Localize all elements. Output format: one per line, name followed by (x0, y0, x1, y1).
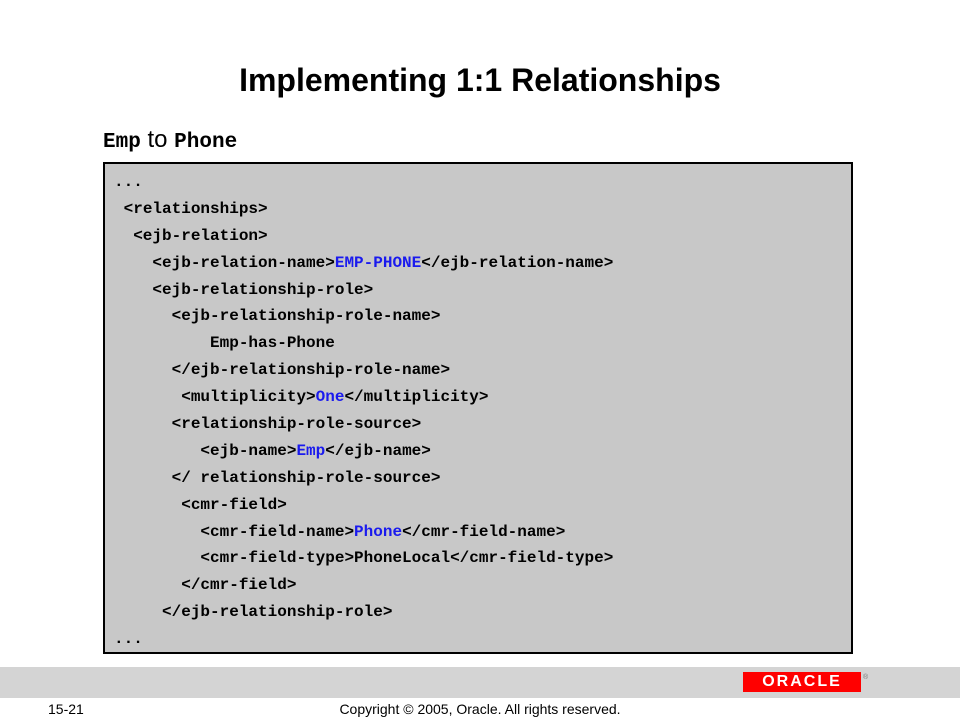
code-indent (114, 200, 124, 218)
code-line (105, 626, 851, 653)
code-indent (114, 334, 210, 352)
code-text: <ejb-relation> (133, 226, 268, 245)
code-text: <cmr-field-name> (200, 522, 355, 541)
page-number: 15-21 (48, 701, 84, 717)
code-indent (114, 496, 181, 514)
code-indent (114, 576, 181, 594)
code-text: <relationships> (123, 199, 268, 218)
code-indent (114, 469, 172, 487)
code-indent (114, 442, 200, 460)
oracle-registered-mark: ® (863, 674, 869, 681)
code-indent (114, 603, 162, 621)
code-line (105, 277, 851, 304)
slide-title: Implementing 1:1 Relationships (239, 62, 721, 98)
code-text: <relationship-role-source> (171, 415, 422, 434)
code-text: </cmr-field-type> (450, 549, 614, 568)
code-line (105, 599, 851, 626)
code-line (105, 519, 851, 546)
code-text: <cmr-field-type> (200, 549, 355, 568)
code-text: </ejb-relationship-role> (162, 603, 393, 622)
code-text: PhoneLocal (354, 549, 451, 568)
oracle-logo (743, 672, 861, 692)
code-text: <ejb-relationship-role> (152, 280, 374, 299)
code-line (105, 492, 851, 519)
code-indent (114, 361, 172, 379)
code-line (105, 438, 851, 465)
code-indent (114, 388, 181, 406)
code-text: </cmr-field-name> (402, 522, 566, 541)
code-text: </ejb-relation-name> (421, 253, 614, 272)
code-indent (114, 523, 200, 541)
code-line (105, 250, 851, 277)
code-value-highlight: Phone (354, 522, 403, 541)
code-value-highlight: Emp (296, 441, 326, 460)
code-text: <ejb-relation-name> (152, 253, 335, 272)
code-indent (114, 227, 133, 245)
code-value-highlight: One (315, 388, 345, 407)
code-text: ... (114, 630, 143, 649)
code-indent (114, 549, 200, 567)
code-text: <multiplicity> (181, 388, 316, 407)
code-text: ... (114, 173, 143, 191)
code-indent (114, 307, 172, 325)
code-indent (114, 415, 172, 433)
code-text: Emp-has-Phone (210, 334, 335, 353)
code-text: </ relationship-role-source> (171, 468, 441, 487)
subtitle-emp: Emp (103, 131, 141, 154)
code-text: <ejb-name> (200, 441, 297, 460)
code-block (103, 162, 853, 654)
code-text: </multiplicity> (344, 388, 489, 407)
code-indent (114, 281, 152, 299)
code-line (105, 223, 851, 250)
code-text: <ejb-relationship-role-name> (171, 307, 441, 326)
oracle-logo-text: ORACLE (762, 673, 842, 690)
code-text: </ejb-name> (325, 441, 431, 460)
code-line (105, 545, 851, 572)
subtitle-to: to (140, 126, 175, 153)
code-line (105, 411, 851, 438)
code-line (105, 572, 851, 599)
code-line (105, 357, 851, 384)
code-line (105, 465, 851, 492)
code-line (105, 330, 851, 357)
code-line (105, 196, 851, 223)
code-text: </cmr-field> (181, 576, 297, 595)
subtitle-phone: Phone (174, 131, 238, 154)
copyright-notice: Copyright © 2005, Oracle. All rights reserved. (339, 701, 621, 717)
code-text: <cmr-field> (181, 495, 287, 514)
code-text: </ejb-relationship-role-name> (171, 361, 451, 380)
code-line (105, 384, 851, 411)
subtitle (103, 124, 237, 159)
code-line (105, 303, 851, 330)
code-line (105, 169, 851, 196)
code-value-highlight: EMP-PHONE (334, 253, 422, 272)
code-indent (114, 254, 152, 272)
